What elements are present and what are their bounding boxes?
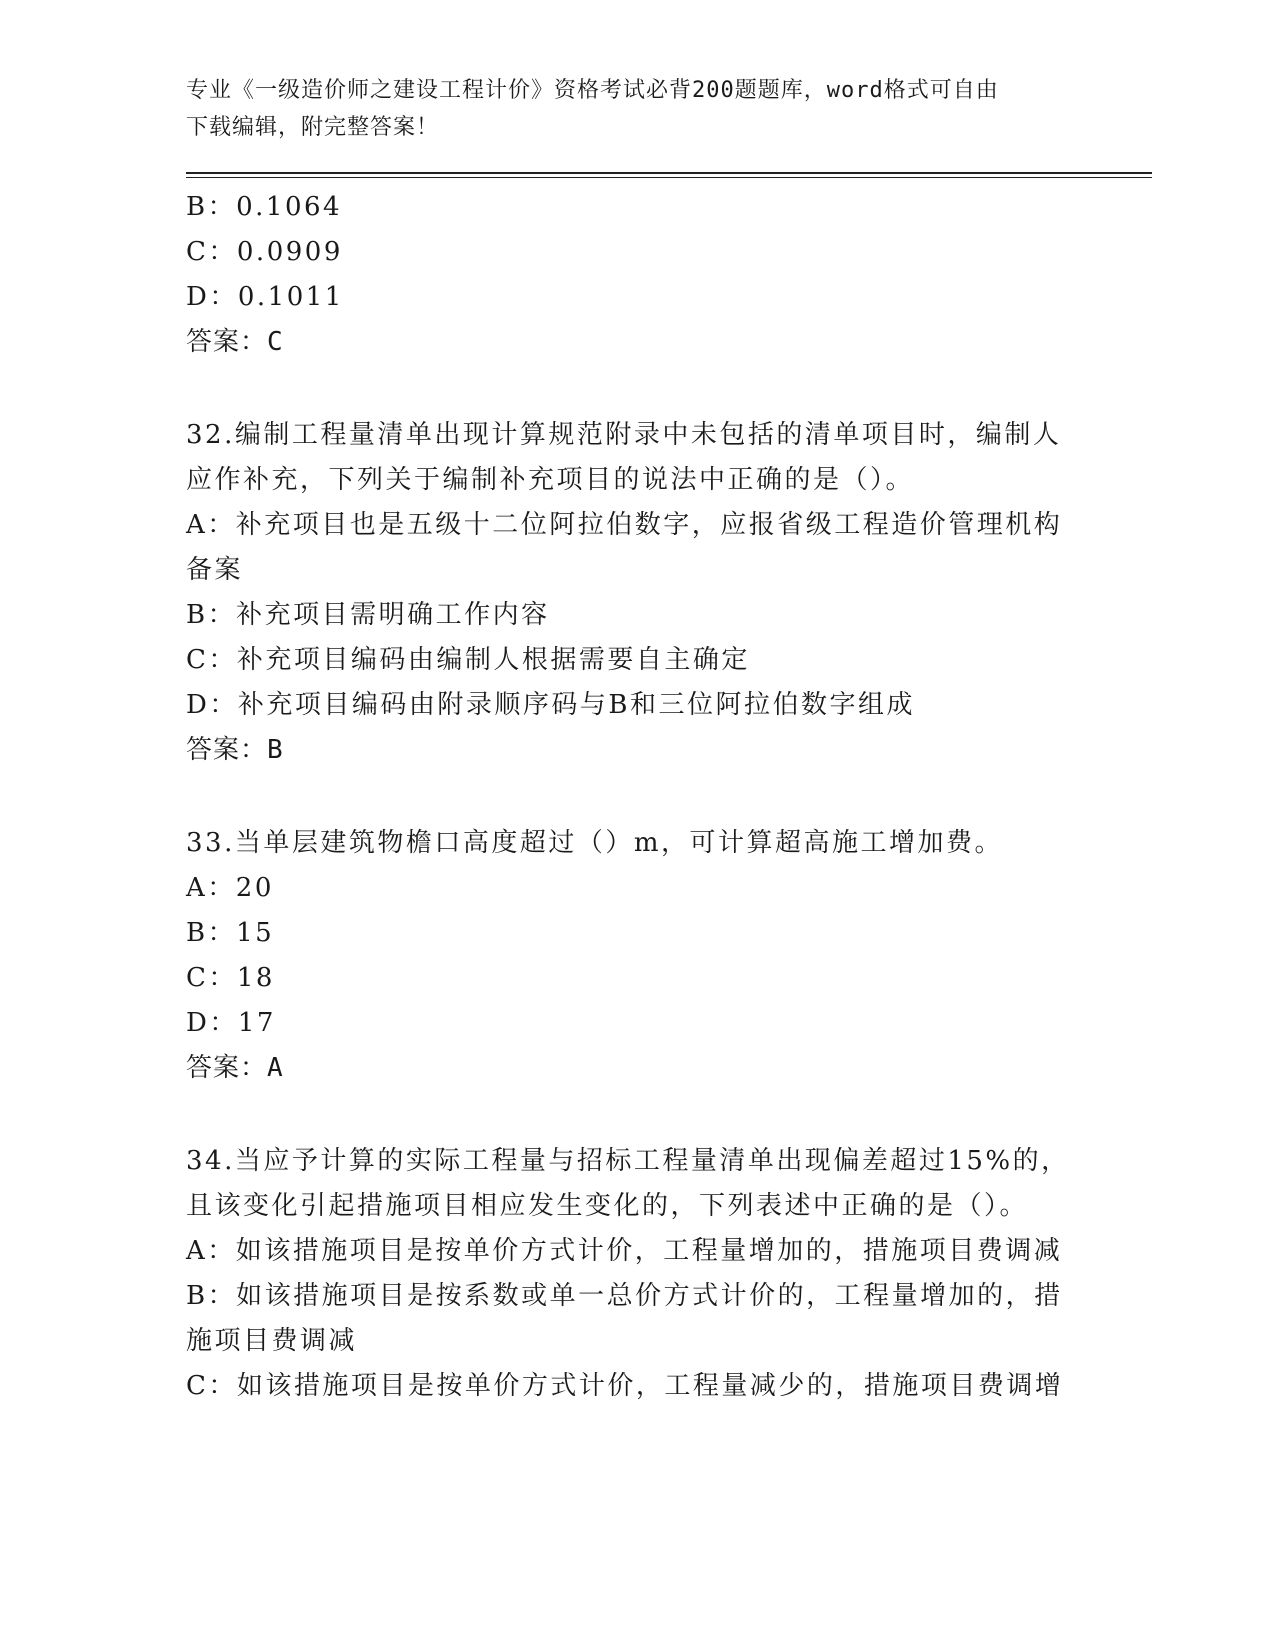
question-stem-line: 33.当单层建筑物檐口高度超过（）m，可计算超高施工增加费。: [186, 828, 1004, 858]
option-c: C：补充项目编码由编制人根据需要自主确定: [186, 645, 750, 675]
question-stem-line: 且该变化引起措施项目相应发生变化的，下列表述中正确的是（）。: [186, 1191, 1029, 1221]
question-stem-line: 应作补充，下列关于编制补充项目的说法中正确的是（）。: [186, 465, 915, 495]
header-rule-bottom: [186, 177, 1152, 178]
option-b: B：15: [186, 918, 275, 948]
answer: 答案：A: [186, 1053, 284, 1083]
question-32: [186, 413, 1066, 773]
spacer: [186, 773, 1066, 821]
option-d: D：0.1011: [186, 282, 344, 312]
option-a-continued: 备案: [186, 555, 244, 585]
spacer: [186, 365, 1066, 413]
option-a: A：如该措施项目是按单价方式计价，工程量增加的，措施项目费调减: [186, 1236, 1063, 1266]
option-d: D：17: [186, 1008, 276, 1038]
option-c: C：0.0909: [186, 237, 343, 267]
option-b: B：补充项目需明确工作内容: [186, 600, 550, 630]
option-b: B：0.1064: [186, 192, 343, 222]
option-c: C：如该措施项目是按单价方式计价，工程量减少的，措施项目费调增: [186, 1371, 1064, 1401]
question-34: [186, 1139, 1070, 1409]
question-31-tail: [186, 185, 1066, 365]
option-b-continued: 施项目费调减: [186, 1326, 358, 1356]
option-a: A：补充项目也是五级十二位阿拉伯数字，应报省级工程造价管理机构: [186, 510, 1063, 540]
answer: 答案：C: [186, 327, 284, 357]
header-line-2: 下载编辑，附完整答案！: [186, 115, 440, 140]
option-a: A：20: [186, 873, 274, 903]
question-content: [186, 185, 1070, 1409]
document-header: [186, 72, 1066, 146]
option-d: D：补充项目编码由附录顺序码与B和三位阿拉伯数字组成: [186, 690, 915, 720]
header-line-1: 专业《一级造价师之建设工程计价》资格考试必背200题题库，word格式可自由: [186, 78, 999, 103]
answer: 答案：B: [186, 735, 284, 765]
option-b: B：如该措施项目是按系数或单一总价方式计价的，工程量增加的，措: [186, 1281, 1063, 1311]
option-c: C：18: [186, 963, 275, 993]
header-rule-top: [186, 172, 1152, 174]
question-33: [186, 821, 1066, 1091]
spacer: [186, 1091, 1066, 1139]
question-stem-line: 32.编制工程量清单出现计算规范附录中未包括的清单项目时，编制人: [186, 420, 1062, 450]
question-stem-line: 34.当应予计算的实际工程量与招标工程量清单出现偏差超过15%的，: [186, 1146, 1070, 1176]
